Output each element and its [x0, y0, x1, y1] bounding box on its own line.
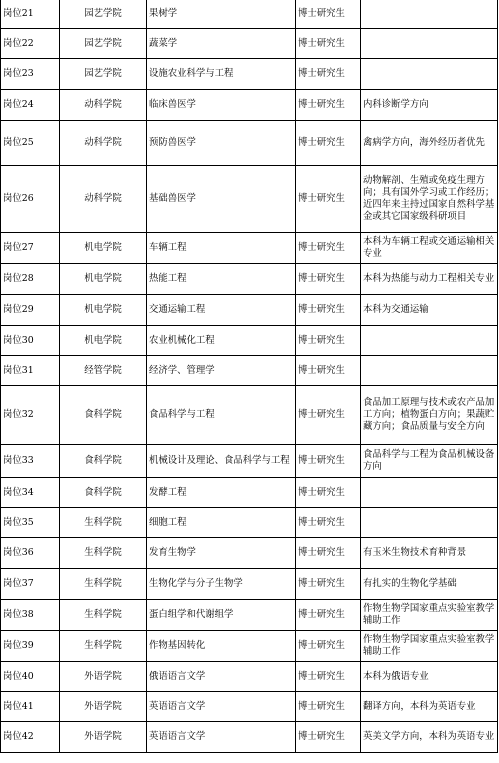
department-cell: 机电学院 — [60, 233, 147, 264]
note-cell: 作物生物学国家重点实验室教学辅助工作 — [361, 600, 498, 631]
note-cell: 动物解剖、生殖或免疫生理方向；具有国外学习或工作经历；近四年来主持过国家自然科学基金或其它国家级科研项目 — [361, 166, 498, 233]
note-cell: 食品加工原理与技术或农产品加工方向；植物蛋白方向；果蔬贮藏方向；食品质量与安全方向 — [361, 386, 498, 445]
degree-cell: 博士研究生 — [296, 0, 361, 29]
table-row — [1, 508, 498, 538]
position-cell: 岗位37 — [1, 569, 60, 600]
note-cell — [361, 508, 498, 538]
department-cell: 园艺学院 — [60, 29, 147, 59]
position-cell: 岗位23 — [1, 59, 60, 90]
position-cell: 岗位36 — [1, 538, 60, 569]
degree-cell: 博士研究生 — [296, 90, 361, 121]
major-cell: 生物化学与分子生物学 — [147, 569, 296, 600]
degree-cell: 博士研究生 — [296, 538, 361, 569]
table-row — [1, 29, 498, 59]
major-cell: 机械设计及理论、食品科学与工程 — [147, 445, 296, 478]
degree-cell: 博士研究生 — [296, 722, 361, 753]
degree-cell: 博士研究生 — [296, 600, 361, 631]
note-cell — [361, 29, 498, 59]
table-row — [1, 478, 498, 508]
position-cell: 岗位32 — [1, 386, 60, 445]
major-cell: 发育生物学 — [147, 538, 296, 569]
table-row — [1, 631, 498, 662]
note-cell: 作物生物学国家重点实验室教学辅助工作 — [361, 631, 498, 662]
table-row — [1, 386, 498, 445]
note-cell: 本科为车辆工程或交通运输相关专业 — [361, 233, 498, 264]
major-cell: 发酵工程 — [147, 478, 296, 508]
department-cell: 动科学院 — [60, 121, 147, 166]
note-cell: 内科诊断学方向 — [361, 90, 498, 121]
position-cell: 岗位35 — [1, 508, 60, 538]
major-cell: 英语语言文学 — [147, 722, 296, 753]
note-cell: 本科为俄语专业 — [361, 662, 498, 692]
degree-cell: 博士研究生 — [296, 29, 361, 59]
department-cell: 机电学院 — [60, 326, 147, 356]
department-cell: 生科学院 — [60, 600, 147, 631]
position-cell: 岗位29 — [1, 295, 60, 326]
department-cell: 园艺学院 — [60, 59, 147, 90]
major-cell: 作物基因转化 — [147, 631, 296, 662]
major-cell: 果树学 — [147, 0, 296, 29]
table-row — [1, 692, 498, 722]
department-cell: 动科学院 — [60, 90, 147, 121]
note-cell — [361, 0, 498, 29]
major-cell: 车辆工程 — [147, 233, 296, 264]
degree-cell: 博士研究生 — [296, 478, 361, 508]
position-cell: 岗位26 — [1, 166, 60, 233]
major-cell: 预防兽医学 — [147, 121, 296, 166]
major-cell: 交通运输工程 — [147, 295, 296, 326]
major-cell: 基础兽医学 — [147, 166, 296, 233]
department-cell: 经管学院 — [60, 356, 147, 386]
degree-cell: 博士研究生 — [296, 59, 361, 90]
table-row — [1, 59, 498, 90]
major-cell: 食品科学与工程 — [147, 386, 296, 445]
degree-cell: 博士研究生 — [296, 508, 361, 538]
major-cell: 细胞工程 — [147, 508, 296, 538]
department-cell: 生科学院 — [60, 631, 147, 662]
department-cell: 外语学院 — [60, 692, 147, 722]
position-cell: 岗位31 — [1, 356, 60, 386]
department-cell: 食科学院 — [60, 445, 147, 478]
table-row — [1, 600, 498, 631]
major-cell: 农业机械化工程 — [147, 326, 296, 356]
position-cell: 岗位30 — [1, 326, 60, 356]
degree-cell: 博士研究生 — [296, 326, 361, 356]
table-row — [1, 166, 498, 233]
department-cell: 生科学院 — [60, 508, 147, 538]
position-cell: 岗位22 — [1, 29, 60, 59]
note-cell: 有玉米生物技术育种背景 — [361, 538, 498, 569]
degree-cell: 博士研究生 — [296, 445, 361, 478]
note-cell: 本科为交通运输 — [361, 295, 498, 326]
department-cell: 外语学院 — [60, 662, 147, 692]
department-cell: 机电学院 — [60, 295, 147, 326]
department-cell: 外语学院 — [60, 722, 147, 753]
table-row — [1, 569, 498, 600]
position-cell: 岗位42 — [1, 722, 60, 753]
position-cell: 岗位38 — [1, 600, 60, 631]
position-cell: 岗位24 — [1, 90, 60, 121]
note-cell — [361, 59, 498, 90]
note-cell — [361, 356, 498, 386]
degree-cell: 博士研究生 — [296, 233, 361, 264]
position-cell: 岗位41 — [1, 692, 60, 722]
note-cell — [361, 326, 498, 356]
note-cell: 英美文学方向，本科为英语专业 — [361, 722, 498, 753]
degree-cell: 博士研究生 — [296, 295, 361, 326]
department-cell: 生科学院 — [60, 569, 147, 600]
table-row — [1, 121, 498, 166]
table-row — [1, 538, 498, 569]
degree-cell: 博士研究生 — [296, 692, 361, 722]
note-cell: 有扎实的生物化学基础 — [361, 569, 498, 600]
note-cell: 禽病学方向，海外经历者优先 — [361, 121, 498, 166]
table-row — [1, 264, 498, 295]
table-row — [1, 722, 498, 753]
table-row — [1, 90, 498, 121]
department-cell: 生科学院 — [60, 538, 147, 569]
table-row — [1, 356, 498, 386]
note-cell: 本科为热能与动力工程相关专业 — [361, 264, 498, 295]
major-cell: 蛋白组学和代谢组学 — [147, 600, 296, 631]
department-cell: 机电学院 — [60, 264, 147, 295]
major-cell: 设施农业科学与工程 — [147, 59, 296, 90]
major-cell: 临床兽医学 — [147, 90, 296, 121]
department-cell: 动科学院 — [60, 166, 147, 233]
department-cell: 园艺学院 — [60, 0, 147, 29]
degree-cell: 博士研究生 — [296, 662, 361, 692]
degree-cell: 博士研究生 — [296, 631, 361, 662]
position-cell: 岗位39 — [1, 631, 60, 662]
table-row — [1, 0, 498, 29]
note-cell: 翻译方向，本科为英语专业 — [361, 692, 498, 722]
position-cell: 岗位28 — [1, 264, 60, 295]
degree-cell: 博士研究生 — [296, 569, 361, 600]
major-cell: 热能工程 — [147, 264, 296, 295]
position-cell: 岗位33 — [1, 445, 60, 478]
position-cell: 岗位34 — [1, 478, 60, 508]
degree-cell: 博士研究生 — [296, 121, 361, 166]
major-cell: 俄语语言文学 — [147, 662, 296, 692]
position-cell: 岗位21 — [1, 0, 60, 29]
major-cell: 英语语言文学 — [147, 692, 296, 722]
recruitment-table-body — [1, 0, 498, 753]
degree-cell: 博士研究生 — [296, 356, 361, 386]
position-cell: 岗位40 — [1, 662, 60, 692]
note-cell: 食品科学与工程为食品机械设备方向 — [361, 445, 498, 478]
major-cell: 经济学、管理学 — [147, 356, 296, 386]
department-cell: 食科学院 — [60, 386, 147, 445]
major-cell: 蔬菜学 — [147, 29, 296, 59]
position-cell: 岗位27 — [1, 233, 60, 264]
table-row — [1, 295, 498, 326]
table-row — [1, 326, 498, 356]
degree-cell: 博士研究生 — [296, 264, 361, 295]
position-cell: 岗位25 — [1, 121, 60, 166]
table-row — [1, 662, 498, 692]
department-cell: 食科学院 — [60, 478, 147, 508]
degree-cell: 博士研究生 — [296, 386, 361, 445]
note-cell — [361, 478, 498, 508]
degree-cell: 博士研究生 — [296, 166, 361, 233]
table-row — [1, 233, 498, 264]
table-row — [1, 445, 498, 478]
